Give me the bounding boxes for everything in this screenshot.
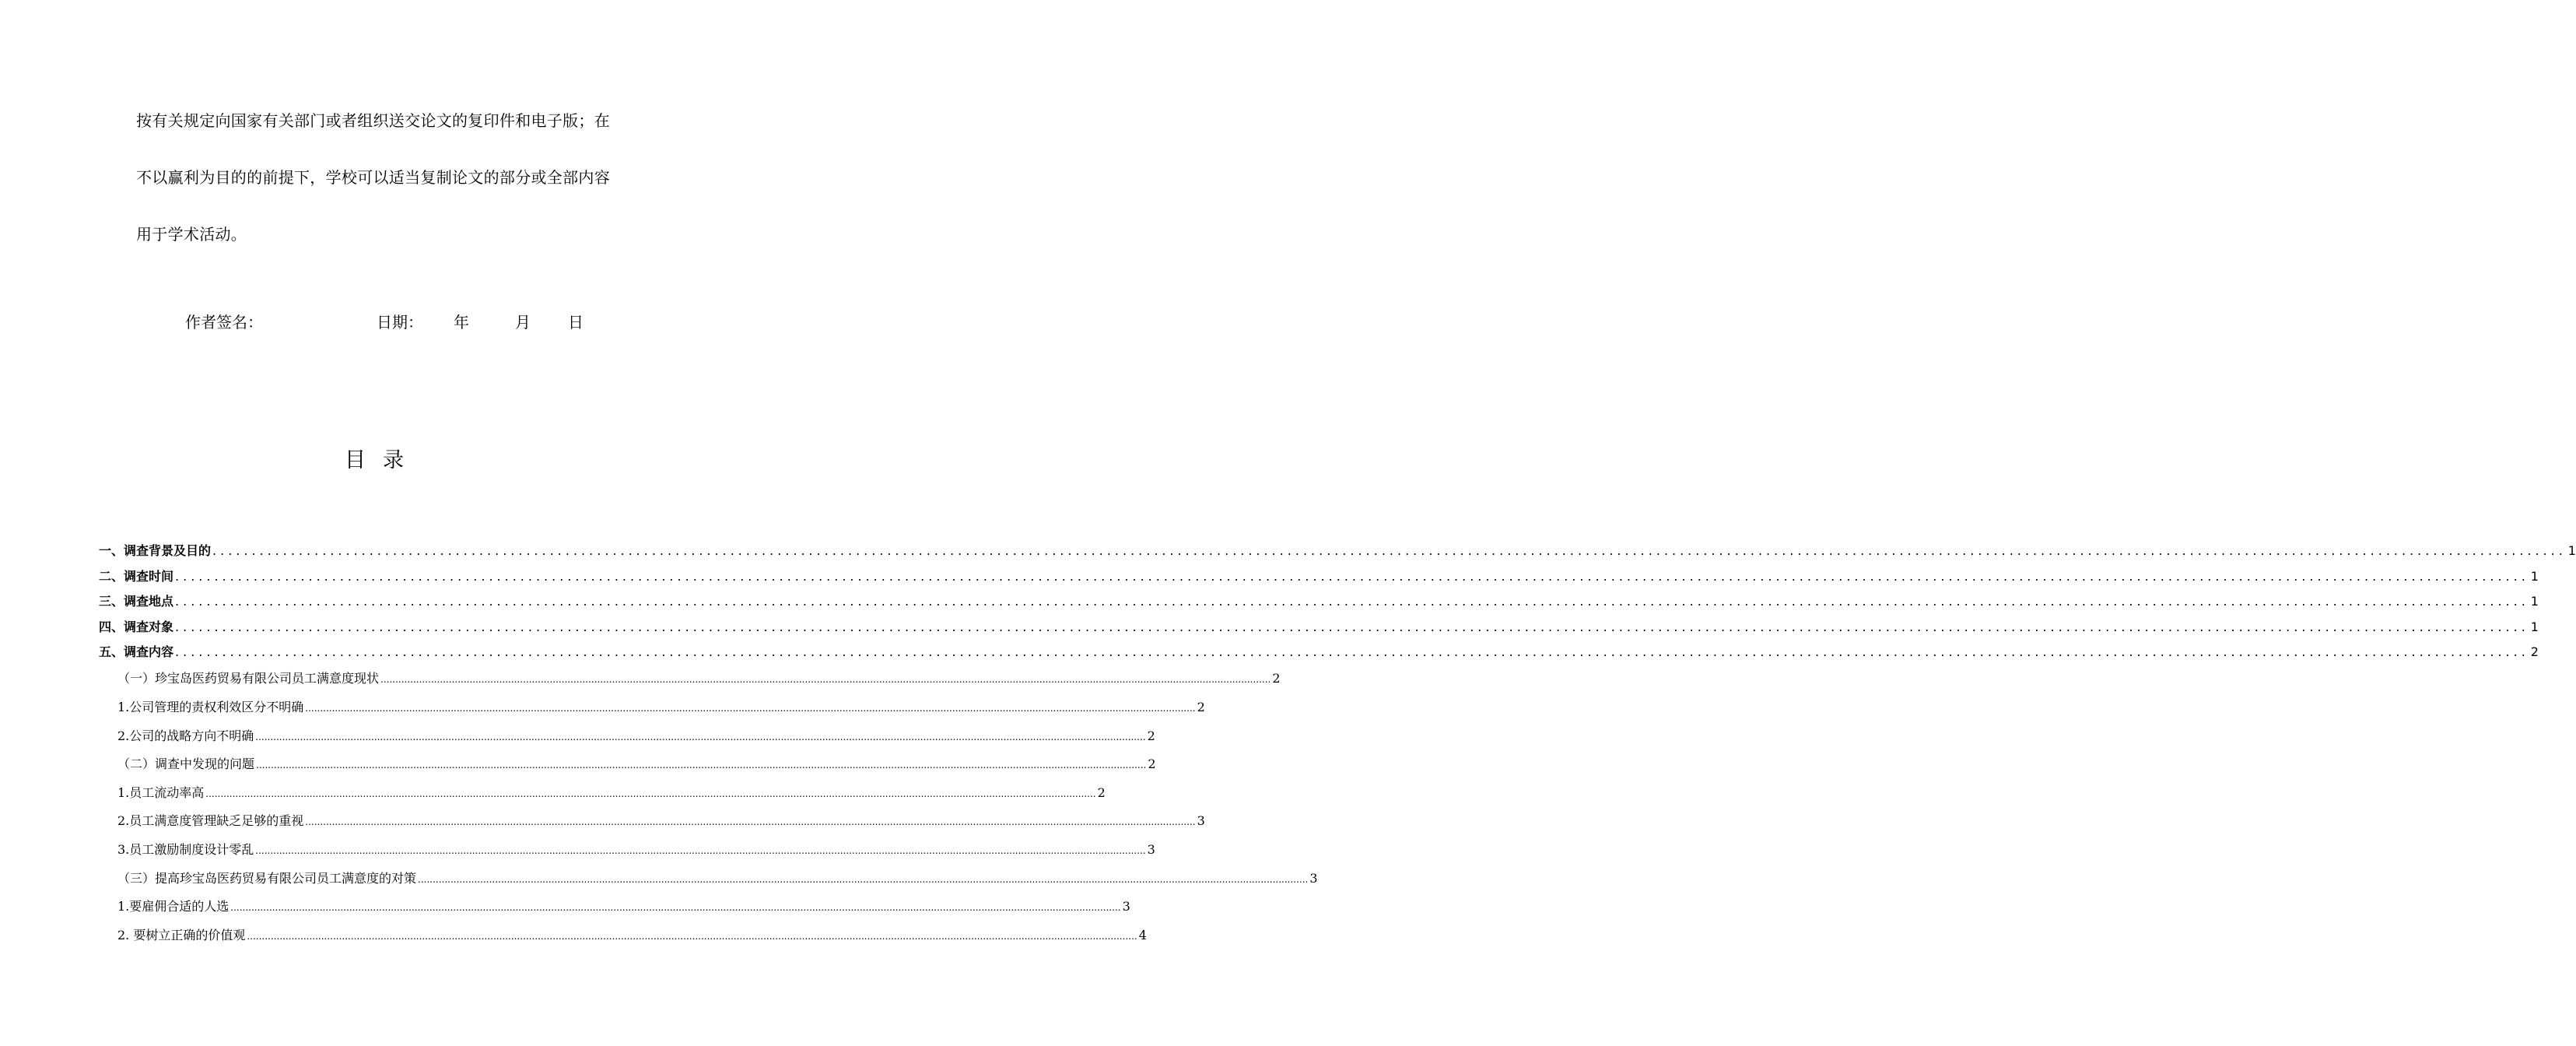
toc-entry-page: 2	[1197, 700, 1205, 714]
toc-entry-title: 1.员工流动率高	[117, 785, 205, 800]
toc-leader: ............................................................................................................................................................................................................................................................................................................	[380, 674, 1271, 685]
toc-entry[interactable]	[117, 813, 1205, 830]
toc-entry-page: 3	[1147, 842, 1155, 857]
paragraph-line: 按有关规定向国家有关部门或者组织送交论文的复印件和电子版；在	[136, 111, 610, 130]
toc-entry[interactable]	[99, 593, 2539, 610]
toc-entry[interactable]	[117, 756, 1156, 774]
toc-entry-page: 2	[2530, 644, 2539, 659]
toc-leader: ............................................................................................................................................................................................................................................................................................................	[175, 594, 2529, 609]
toc-entry-page: 1	[2530, 594, 2539, 609]
toc-entry-page: 2	[1097, 785, 1106, 800]
toc-entry-title: （二）调查中发现的问题	[117, 756, 255, 771]
toc-entry[interactable]	[117, 870, 1318, 888]
toc-entry[interactable]	[117, 898, 1130, 916]
toc-entry-page: 3	[1309, 871, 1318, 886]
toc-leader: ............................................................................................................................................................................................................................................................................................................	[255, 845, 1146, 856]
paragraph-line: 用于学术活动。	[136, 225, 247, 244]
toc-entry[interactable]	[99, 568, 2539, 585]
toc-entry[interactable]	[99, 619, 2539, 636]
toc-leader: ............................................................................................................................................................................................................................................................................................................	[255, 732, 1146, 742]
toc-leader: ............................................................................................................................................................................................................................................................................................................	[305, 703, 1196, 714]
toc-leader: ............................................................................................................................................................................................................................................................................................................	[305, 816, 1196, 827]
toc-entry-title: （三）提高珍宝岛医药贸易有限公司员工满意度的对策	[117, 871, 417, 886]
toc-entry-title: 1.公司管理的责权利效区分不明确	[117, 700, 304, 714]
toc-leader: ............................................................................................................................................................................................................................................................................................................	[175, 644, 2529, 659]
toc-entry-title: 四、调查对象	[99, 620, 174, 634]
toc-entry-title: 1.要雇佣合适的人选	[117, 899, 230, 914]
date-label: 日期：	[377, 313, 423, 332]
day-label: 日	[568, 313, 584, 332]
toc-entry-page: 1	[2530, 620, 2539, 634]
year-label: 年	[454, 313, 469, 332]
toc-entry-page: 1	[2530, 569, 2539, 584]
toc-entry[interactable]	[99, 644, 2539, 661]
toc-leader: ............................................................................................................................................................................................................................................................................................................	[205, 788, 1096, 799]
toc-entry-title: 2.公司的战略方向不明确	[117, 728, 254, 743]
toc-entry-page: 3	[1197, 813, 1205, 828]
toc-leader: ............................................................................................................................................................................................................................................................................................................	[212, 543, 2567, 558]
toc-entry[interactable]	[117, 784, 1106, 802]
toc-entry-page: 1	[2567, 543, 2576, 558]
toc-entry-page: 2	[1147, 728, 1155, 743]
toc-leader: ............................................................................................................................................................................................................................................................................................................	[175, 620, 2529, 634]
toc-entry-title: 五、调查内容	[99, 644, 174, 659]
toc-entry[interactable]	[99, 542, 2576, 560]
toc-entry-title: （一）珍宝岛医药贸易有限公司员工满意度现状	[117, 671, 380, 686]
toc-entry[interactable]	[117, 841, 1155, 859]
toc-leader: ............................................................................................................................................................................................................................................................................................................	[247, 931, 1137, 942]
toc-leader: ............................................................................................................................................................................................................................................................................................................	[175, 569, 2529, 584]
toc-title: 目录	[345, 448, 421, 472]
toc-entry-page: 3	[1122, 899, 1130, 914]
toc-entry-page: 4	[1138, 928, 1147, 942]
paragraph-line: 不以赢利为目的的前提下，学校可以适当复制论文的部分或全部内容	[136, 168, 610, 187]
toc-entry-title: 2. 要树立正确的价值观	[117, 928, 246, 942]
toc-entry[interactable]	[117, 728, 1155, 746]
toc-entry[interactable]	[117, 927, 1147, 945]
toc-leader: ............................................................................................................................................................................................................................................................................................................	[256, 760, 1147, 770]
toc-entry-title: 二、调查时间	[99, 569, 174, 584]
author-signature-label: 作者签名：	[185, 313, 263, 332]
toc-entry[interactable]	[117, 670, 1281, 688]
toc-leader: ............................................................................................................................................................................................................................................................................................................	[418, 874, 1309, 885]
toc-entry-title: 3.员工激励制度设计零乱	[117, 842, 254, 857]
toc-leader: ............................................................................................................................................................................................................................................................................................................	[230, 902, 1121, 913]
toc-entry-title: 2.员工满意度管理缺乏足够的重视	[117, 813, 304, 828]
toc-entry-page: 2	[1148, 756, 1156, 771]
toc-entry-title: 一、调查背景及目的	[99, 543, 212, 558]
toc-entry-title: 三、调查地点	[99, 594, 174, 609]
toc-entry-page: 2	[1272, 671, 1281, 686]
month-label: 月	[515, 313, 531, 332]
toc-entry[interactable]	[117, 699, 1205, 717]
